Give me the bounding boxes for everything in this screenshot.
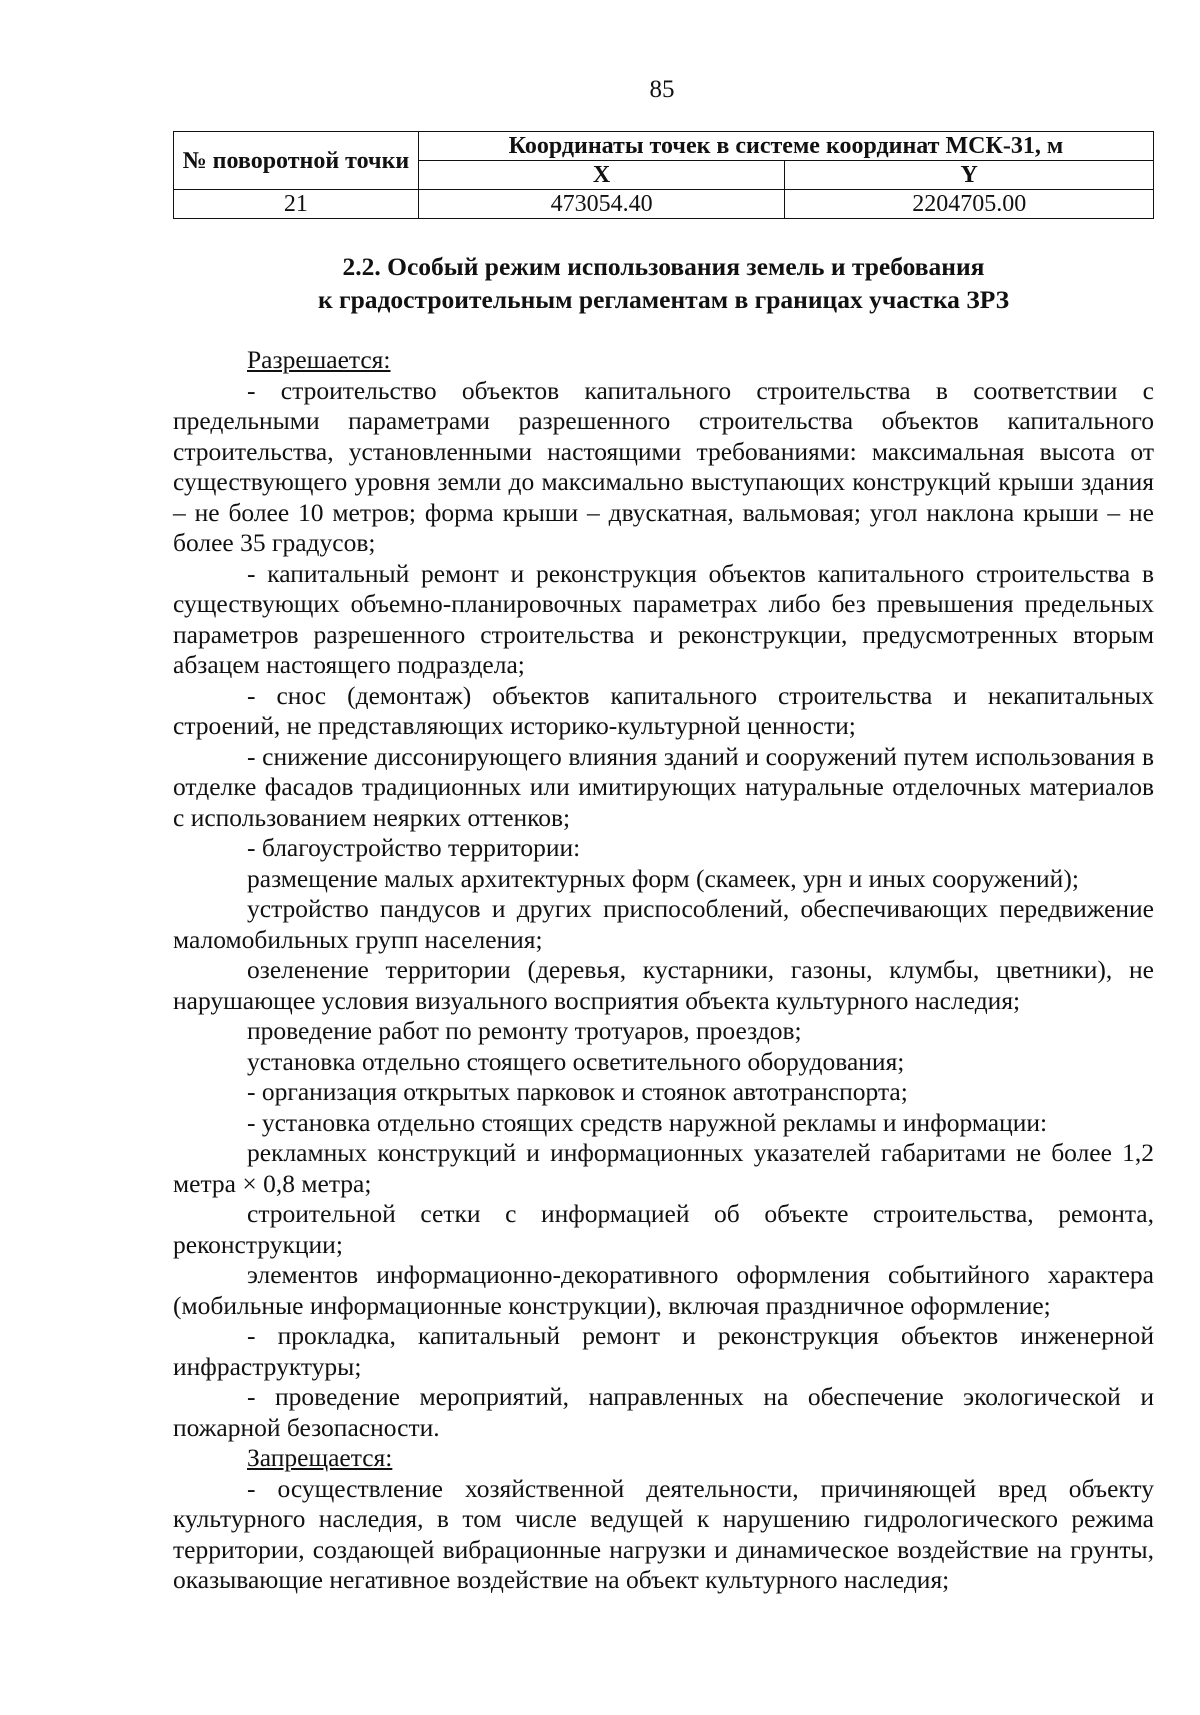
list-item: озеленение территории (деревья, кустарники, газоны, клумбы, цветники), не нарушающее условия визуального восприятия объекта культурного наследия; (173, 955, 1154, 1015)
y-header: Y (785, 161, 1154, 190)
section-title-line2: к градостроительным регламентам в границах участка ЗРЗ (317, 285, 1010, 314)
list-item: - капитальный ремонт и реконструкция объектов капитального строительства в существующих объемно-планировочных параметрах либо без превышения предельных параметров разрешенного строительства и реконструкции, предусмотренных вторым абзацем настоящего подраздела; (173, 558, 1154, 679)
x-cell: 473054.40 (418, 190, 785, 219)
section-title-line1: 2.2. Особый режим использования земель и требования (342, 252, 985, 281)
allowed-label: Разрешается: (247, 345, 391, 374)
list-item: - установка отдельно стоящих средств наружной рекламы и информации: (247, 1107, 1048, 1137)
list-item: - осуществление хозяйственной деятельности, причиняющей вред объекту культурного наследия, в том числе ведущей к нарушению гидрологического режима территории, создающей вибрационные нагрузки и динамическое воздействие на грунты, оказывающие негативное воздействие на объект культурного наследия; (173, 1473, 1154, 1594)
coordinates-header: Координаты точек в системе координат МСК-31, м (418, 132, 1153, 161)
list-item: - снос (демонтаж) объектов капитального строительства и некапитальных строений, не представляющих историко-культурной ценности; (173, 680, 1154, 740)
list-item: размещение малых архитектурных форм (скамеек, урн и иных сооружений); (247, 863, 1079, 893)
list-item: проведение работ по ремонту тротуаров, проездов; (247, 1016, 802, 1045)
point-cell: 21 (174, 190, 419, 219)
list-item: - благоустройство территории: (247, 833, 581, 862)
section-heading (173, 250, 1154, 316)
point-number-header: № поворотной точки (174, 132, 419, 190)
list-item: строительной сетки с информацией об объекте строительства, ремонта, реконструкции; (173, 1199, 1154, 1259)
list-item: рекламных конструкций и информационных указателей габаритами не более 1,2 метра × 0,8 метра; (173, 1138, 1154, 1198)
forbidden-label: Запрещается: (247, 1443, 393, 1472)
list-item: элементов информационно-декоративного оформления событийного характера (мобильные информационные конструкции), включая праздничное оформление; (173, 1260, 1154, 1320)
document-body (173, 345, 1154, 1596)
list-item: установка отдельно стоящего осветительного оборудования; (247, 1046, 905, 1076)
list-item: - организация открытых парковок и стоянок автотранспорта; (247, 1077, 908, 1106)
list-item: - проведение мероприятий, направленных на обеспечение экологической и пожарной безопасности. (173, 1382, 1154, 1442)
x-header: X (418, 161, 785, 190)
list-item: - строительство объектов капитального строительства в соответствии с предельными параметрами разрешенного строительства объектов капитального строительства, установленными настоящими требованиями: максимальная высота от существующего уровня земли до максимально выступающих конструкций крыши здания – не более 10 метров; форма крыши – двускатная, вальмовая; угол наклона крыши – не более 35 градусов; (173, 375, 1154, 557)
list-item: устройство пандусов и других приспособлений, обеспечивающих передвижение маломобильных групп населения; (173, 894, 1154, 954)
table-row (174, 190, 1154, 219)
coordinates-table (173, 131, 1154, 219)
page-number: 85 (649, 76, 675, 103)
y-cell: 2204705.00 (785, 190, 1154, 219)
list-item: - прокладка, капитальный ремонт и реконструкция объектов инженерной инфраструктуры; (173, 1321, 1154, 1381)
list-item: - снижение диссонирующего влияния зданий и сооружений путем использования в отделке фасадов традиционных или имитирующих натуральные отделочных материалов с использованием неярких оттенков; (173, 741, 1154, 832)
